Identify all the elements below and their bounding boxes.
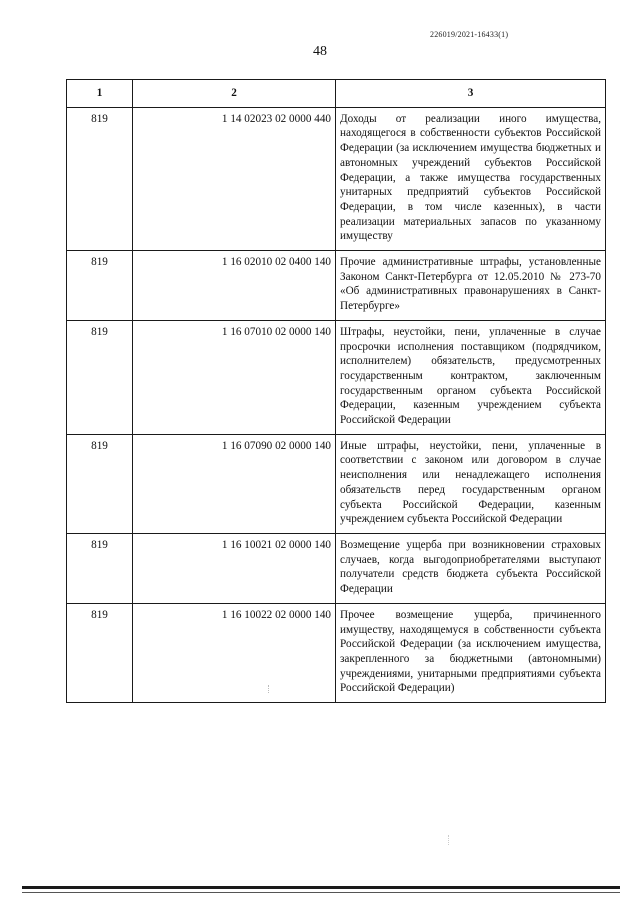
document-registration-number: 226019/2021-16433(1) [430, 30, 509, 39]
bottom-border-rule [22, 886, 620, 889]
scan-artifact-mark [448, 835, 450, 845]
table-row [67, 251, 606, 321]
table-header-row [67, 80, 606, 108]
table-row [67, 533, 606, 603]
revenue-description-cell: Доходы от реализации иного имущества, находящегося в собственности субъектов Российской Федерации (за исключением имущества бюджетных и автономных учреждений субъектов Российской Федерации, а также имущества государственных унитарных предприятий субъектов Российской Федерации, в том числе казенных), в части реализации материальных запасов по указанному имуществу [336, 107, 606, 250]
revenue-description-cell: Возмещение ущерба при возникновении страховых случаев, когда выгодоприобретателями выступают получатели средств бюджета субъекта Российской Федерации [336, 533, 606, 603]
admin-code-cell: 819 [67, 434, 133, 533]
admin-code-cell: 819 [67, 251, 133, 321]
page-number: 48 [313, 44, 327, 59]
bottom-border-rule-thin [22, 892, 620, 893]
budget-classification-code-cell: 1 16 07010 02 0000 140 [133, 320, 336, 434]
column-header-3: 3 [336, 80, 606, 108]
budget-classification-code-cell: 1 16 10021 02 0000 140 [133, 533, 336, 603]
budget-classification-code-cell: 1 14 02023 02 0000 440 [133, 107, 336, 250]
column-header-1: 1 [67, 80, 133, 108]
table-row [67, 320, 606, 434]
admin-code-cell: 819 [67, 320, 133, 434]
scan-artifact-mark [268, 685, 270, 693]
admin-code-cell: 819 [67, 603, 133, 702]
budget-classification-code-cell: 1 16 07090 02 0000 140 [133, 434, 336, 533]
budget-classification-code-cell: 1 16 10022 02 0000 140 [133, 603, 336, 702]
admin-code-cell: 819 [67, 107, 133, 250]
revenue-description-cell: Иные штрафы, неустойки, пени, уплаченные в соответствии с законом или договором в случае неисполнения или ненадлежащего исполнения обязательств перед государственным органом субъекта Российской Федерации, казенным учреждением субъекта Российской Федерации [336, 434, 606, 533]
revenue-codes-table [66, 79, 606, 703]
budget-classification-code-cell: 1 16 02010 02 0400 140 [133, 251, 336, 321]
table-row [67, 434, 606, 533]
admin-code-cell: 819 [67, 533, 133, 603]
table-row [67, 603, 606, 702]
revenue-description-cell: Прочее возмещение ущерба, причиненного имуществу, находящемуся в собственности субъекта Российской Федерации (за исключением имущества, закрепленного за бюджетными (автономными) учреждениями, унитарными предприятиями субъекта Российской Федерации) [336, 603, 606, 702]
column-header-2: 2 [133, 80, 336, 108]
revenue-description-cell: Штрафы, неустойки, пени, уплаченные в случае просрочки исполнения поставщиком (подрядчиком, исполнителем) обязательств, предусмотренных государственным контрактом, заключенным государственным органом субъекта Российской Федерации, казенным учреждением субъекта Российской Федерации [336, 320, 606, 434]
table-row [67, 107, 606, 250]
revenue-description-cell: Прочие административные штрафы, установленные Законом Санкт-Петербурга от 12.05.2010 № 273-70 «Об административных правонарушениях в Санкт-Петербурге» [336, 251, 606, 321]
